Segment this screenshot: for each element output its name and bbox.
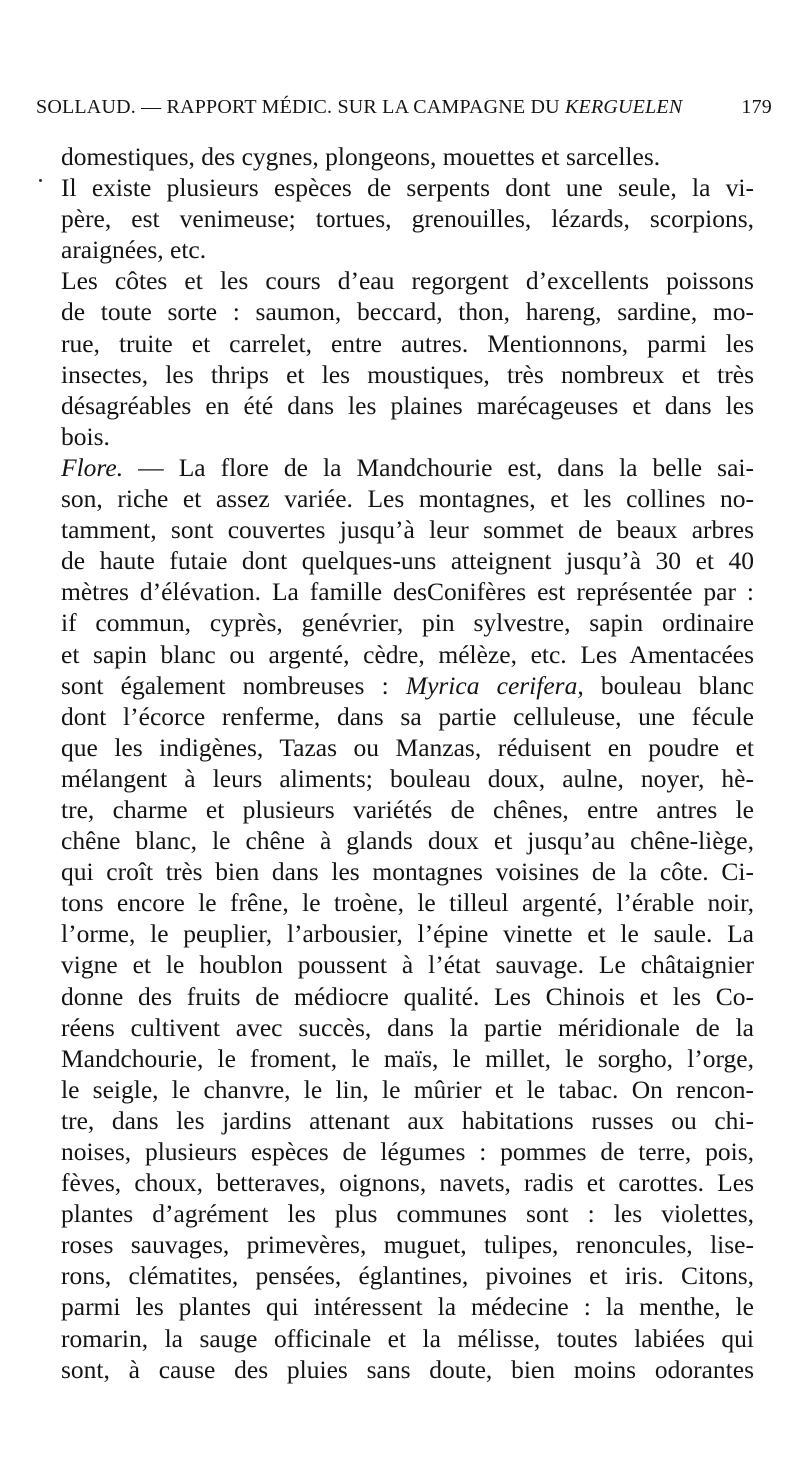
page-number: 179 bbox=[741, 96, 772, 118]
line-text: chêne blanc, le chêne à glands doux et jusqu’au chêne-liège, bbox=[61, 826, 754, 856]
line-text: araignées, etc. bbox=[61, 235, 207, 265]
text-line bbox=[61, 670, 754, 701]
text-line bbox=[61, 576, 754, 607]
text-line bbox=[61, 172, 754, 203]
text-line bbox=[61, 701, 754, 732]
line-text: insectes, les thrips et les moustiques, très nombreux et très bbox=[61, 359, 754, 389]
section-heading: Flore. bbox=[61, 452, 124, 482]
line-text: de haute futaie dont quelques-uns atteignent jusqu’à 30 et 40 bbox=[61, 546, 754, 576]
line-text: bois. bbox=[61, 421, 110, 451]
text-line bbox=[61, 607, 754, 638]
line-text: sont, à cause des pluies sans doute, bien moins odorantes bbox=[61, 1354, 754, 1384]
text-line bbox=[61, 794, 754, 825]
line-text: qui croît très bien dans les montagnes voisines de la côte. Ci- bbox=[61, 857, 754, 887]
line-text: réens cultivent avec succès, dans la partie méridionale de la bbox=[61, 1012, 754, 1042]
text-line bbox=[61, 483, 754, 514]
line-text: dont l’écorce renferme, dans sa partie celluleuse, une fécule bbox=[61, 701, 754, 731]
text-line bbox=[61, 1136, 754, 1167]
text-line bbox=[61, 514, 754, 545]
line-text: tons encore le frêne, le troène, le tilleul argenté, l’érable noir, bbox=[61, 888, 754, 918]
text-line bbox=[61, 296, 754, 327]
line-text: roses sauvages, primevères, muguet, tulipes, renoncules, lise- bbox=[61, 1230, 754, 1260]
text-line bbox=[61, 856, 754, 887]
line-text: tre, charme et plusieurs variétés de chênes, entre antres le bbox=[61, 794, 754, 824]
line-text: rons, clématites, pensées, églantines, pivoines et iris. Citons, bbox=[61, 1261, 754, 1291]
text-line bbox=[61, 732, 754, 763]
running-head bbox=[36, 96, 772, 130]
text-line bbox=[61, 1260, 754, 1291]
text-line bbox=[61, 887, 754, 918]
line-text: désagréables en été dans les plaines marécageuses et dans les bbox=[61, 390, 754, 420]
running-head-title-prefix: SOLLAUD. — RAPPORT MÉDIC. SUR LA CAMPAGNE DU bbox=[36, 96, 565, 118]
text-line bbox=[61, 545, 754, 576]
line-text: noises, plusieurs espèces de légumes : pommes de terre, pois, bbox=[61, 1137, 754, 1166]
text-line bbox=[61, 1354, 754, 1385]
line-text: plantes d’agrément les plus communes sont : les violettes, bbox=[61, 1199, 754, 1229]
line-text: que les indigènes, Tazas ou Manzas, réduisent en poudre et bbox=[61, 732, 754, 762]
text-line bbox=[61, 328, 754, 359]
text-line bbox=[61, 203, 754, 234]
text-line bbox=[61, 421, 754, 452]
line-text: tre, dans les jardins attenant aux habitations russes ou chi- bbox=[61, 1105, 754, 1135]
text-line bbox=[61, 1229, 754, 1260]
line-text: mètres d’élévation. La famille desConifères est représentée par : bbox=[61, 577, 754, 607]
line-text: vigne et le houblon poussent à l’état sauvage. Le châtaignier bbox=[61, 950, 754, 980]
line-text: tamment, sont couvertes jusqu’à leur sommet de beaux arbres bbox=[61, 515, 754, 545]
line-text: rue, truite et carrelet, entre autres. Mentionnons, parmi les bbox=[61, 328, 754, 358]
line-text: l’orme, le peuplier, l’arbousier, l’épine vinette et le saule. La bbox=[61, 919, 754, 949]
species-name: Myrica cerifera bbox=[405, 670, 578, 700]
line-text: son, riche et assez variée. Les montagnes, et les collines no- bbox=[61, 484, 754, 514]
body-text bbox=[61, 141, 754, 1385]
text-line bbox=[61, 1198, 754, 1229]
text-line bbox=[61, 390, 754, 421]
text-line bbox=[61, 265, 754, 296]
line-text: sont également nombreuses : bbox=[61, 670, 406, 700]
line-text: Mandchourie, le froment, le maïs, le millet, le sorgho, l’orge, bbox=[61, 1043, 754, 1073]
text-line bbox=[61, 949, 754, 980]
line-text: domestiques, des cygnes, plongeons, mouettes et sarcelles. bbox=[61, 142, 661, 171]
text-line bbox=[61, 1012, 754, 1043]
text-line bbox=[61, 1167, 754, 1198]
text-line bbox=[61, 1043, 754, 1074]
line-text: père, est venimeuse; tortues, grenouilles, lézards, scorpions, bbox=[61, 204, 754, 234]
line-text: Les côtes et les cours d’eau regorgent d’excellents poissons bbox=[61, 266, 754, 296]
text-line bbox=[61, 918, 754, 949]
text-line bbox=[61, 359, 754, 390]
line-text: if commun, cyprès, genévrier, pin sylvestre, sapin ordinaire bbox=[61, 608, 754, 638]
line-text: romarin, la sauge officinale et la mélisse, toutes labiées qui bbox=[61, 1323, 754, 1353]
text-line bbox=[61, 452, 754, 483]
text-line bbox=[61, 639, 754, 670]
line-text: — La flore de la Mandchourie est, dans la belle sai- bbox=[123, 452, 754, 482]
line-text: donne des fruits de médiocre qualité. Les Chinois et les Co- bbox=[61, 981, 754, 1011]
text-line bbox=[61, 763, 754, 794]
running-head-ship-name: KERGUELEN bbox=[565, 96, 683, 118]
text-line bbox=[61, 141, 754, 172]
margin-mark bbox=[39, 179, 42, 182]
text-line bbox=[61, 1323, 754, 1354]
line-text: Il existe plusieurs espèces de serpents dont une seule, la vi- bbox=[61, 173, 754, 203]
line-text: mélangent à leurs aliments; bouleau doux, aulne, noyer, hè- bbox=[61, 763, 754, 793]
line-text: de toute sorte : saumon, beccard, thon, hareng, sardine, mo- bbox=[61, 297, 754, 327]
text-line bbox=[61, 1074, 754, 1105]
line-text: le seigle, le chanvre, le lin, le mûrier et le tabac. On rencon- bbox=[61, 1074, 754, 1104]
text-line bbox=[61, 1291, 754, 1322]
line-text: fèves, choux, betteraves, oignons, navets, radis et carottes. Les bbox=[61, 1168, 754, 1198]
text-line bbox=[61, 1105, 754, 1136]
text-line bbox=[61, 825, 754, 856]
running-head-title bbox=[36, 96, 682, 119]
text-line bbox=[61, 981, 754, 1012]
text-line bbox=[61, 234, 754, 265]
line-text: , bouleau blanc bbox=[577, 670, 754, 700]
line-text: parmi les plantes qui intéressent la médecine : la menthe, le bbox=[61, 1292, 754, 1322]
line-text: et sapin blanc ou argenté, cèdre, mélèze, etc. Les Amentacées bbox=[61, 639, 754, 669]
